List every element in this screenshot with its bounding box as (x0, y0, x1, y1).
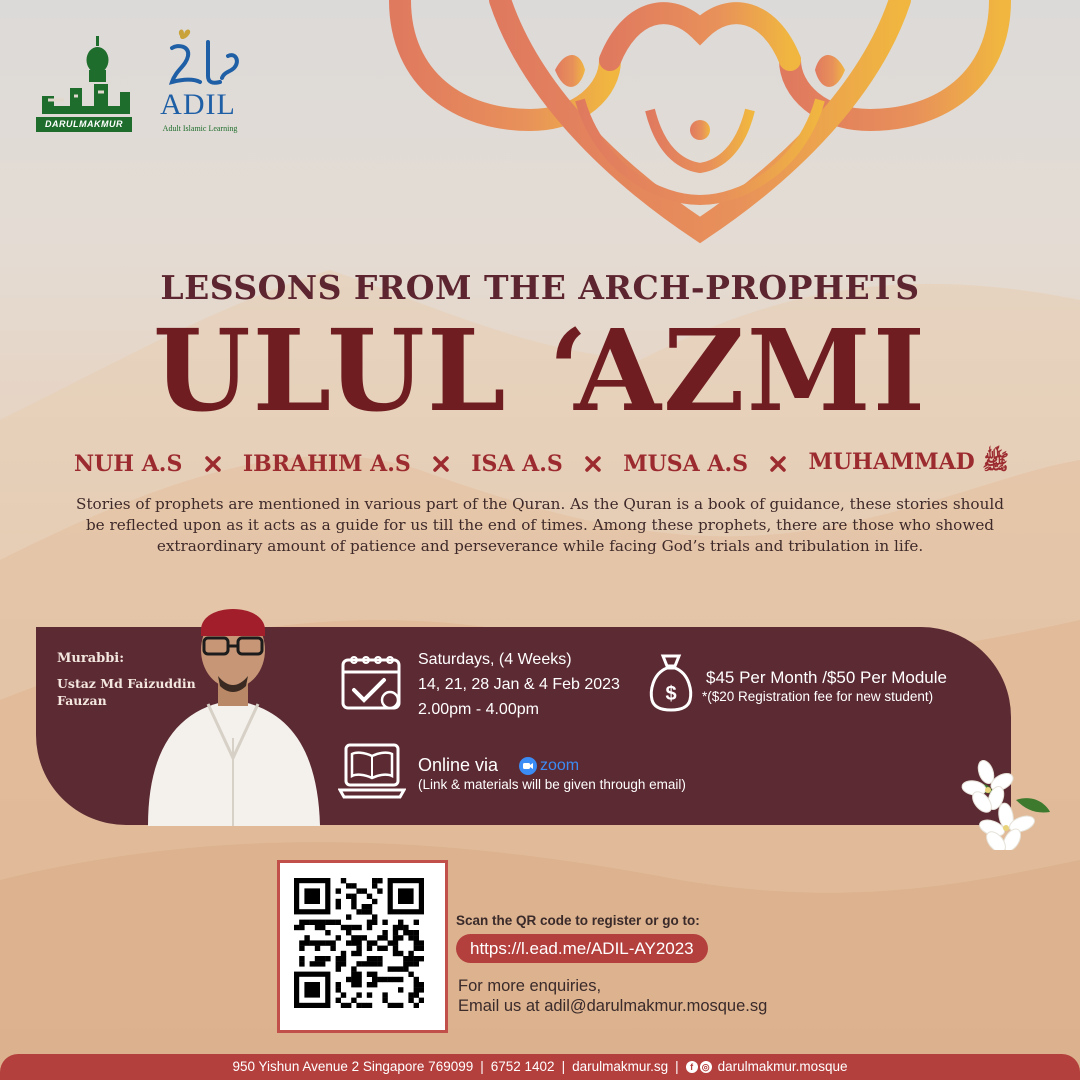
murabbi-name: Ustaz Md Faizuddin Fauzan (57, 676, 196, 708)
prophet-ibrahim: IBRAHIM A.S (242, 451, 411, 477)
qr-code[interactable] (294, 878, 424, 1008)
prophets-row (74, 448, 1009, 480)
adil-wordmark: ADIL (160, 88, 236, 121)
footer-address: 950 Yishun Avenue 2 Singapore 769099 (232, 1059, 474, 1074)
schedule-time: 2.00pm - 4.00pm (418, 701, 539, 718)
instagram-icon[interactable]: ◎ (700, 1061, 712, 1073)
prophet-isa: ISA A.S (471, 451, 563, 477)
murabbi-label: Murabbi: (57, 651, 125, 666)
enquiries-text: For more enquiries, (458, 977, 602, 995)
zoom-icon (519, 757, 537, 775)
footer-social-handle[interactable]: darulmakmur.mosque (717, 1059, 848, 1074)
prophet-musa: MUSA A.S (623, 451, 749, 477)
prophet-muhammad: MUHAMMAD ﷺ (808, 449, 1009, 475)
zoom-logo (519, 757, 579, 775)
laptop-book-icon (338, 742, 406, 800)
cross-separator-icon (770, 456, 786, 472)
online-note: (Link & materials will be given through email) (418, 777, 686, 792)
prophet-nuh: NUH A.S (74, 451, 183, 477)
svg-text:$: $ (665, 683, 677, 705)
cross-separator-icon (205, 456, 221, 472)
cross-separator-icon (433, 456, 449, 472)
jasmine-flowers-icon (946, 760, 1056, 850)
scan-instruction: Scan the QR code to register or go to: (456, 913, 700, 928)
page-subtitle: LESSONS FROM THE ARCH-PROPHETS (160, 268, 920, 307)
footer-website[interactable]: darulmakmur.sg (572, 1059, 669, 1074)
enquiries-email[interactable]: Email us at adil@darulmakmur.mosque.sg (458, 997, 768, 1015)
fee-price: $45 Per Month /$50 Per Module (706, 668, 947, 687)
speaker-photo (138, 588, 328, 826)
schedule-dates: 14, 21, 28 Jan & 4 Feb 2023 (418, 676, 620, 693)
footer-separator: | (675, 1059, 679, 1074)
online-label: Online via (418, 755, 499, 775)
facebook-icon[interactable]: f (686, 1061, 698, 1073)
calendar-check-icon (340, 652, 404, 712)
registration-link[interactable]: https://l.ead.me/ADIL-AY2023 (456, 934, 708, 963)
fee-note: *($20 Registration fee for new student) (702, 689, 934, 704)
adil-tagline: Adult Islamic Learning (162, 124, 238, 133)
footer-phone[interactable]: 6752 1402 (490, 1059, 555, 1074)
arabesque-ornament (380, 0, 1020, 250)
footer-bar (0, 1054, 1080, 1080)
zoom-wordmark: zoom (540, 757, 580, 774)
money-bag-icon (648, 652, 694, 714)
description-paragraph: Stories of prophets are mentioned in various part of the Quran. As the Quran is a book of guidance, these stories should be reflected upon as it acts as a guide for us till the end of times. Among these prophets, there are those who showed extraordinary amount of patience and perseverance while facing God’s trials and tribulation in life. (76, 495, 1004, 555)
darulmakmur-wordmark: DARULMAKMUR (36, 117, 132, 132)
schedule-days: Saturdays, (4 Weeks) (418, 651, 572, 668)
footer-separator: | (561, 1059, 566, 1074)
footer-separator: | (480, 1059, 484, 1074)
page-title: ULUL ‘AZMI (152, 306, 928, 437)
cross-separator-icon (585, 456, 601, 472)
